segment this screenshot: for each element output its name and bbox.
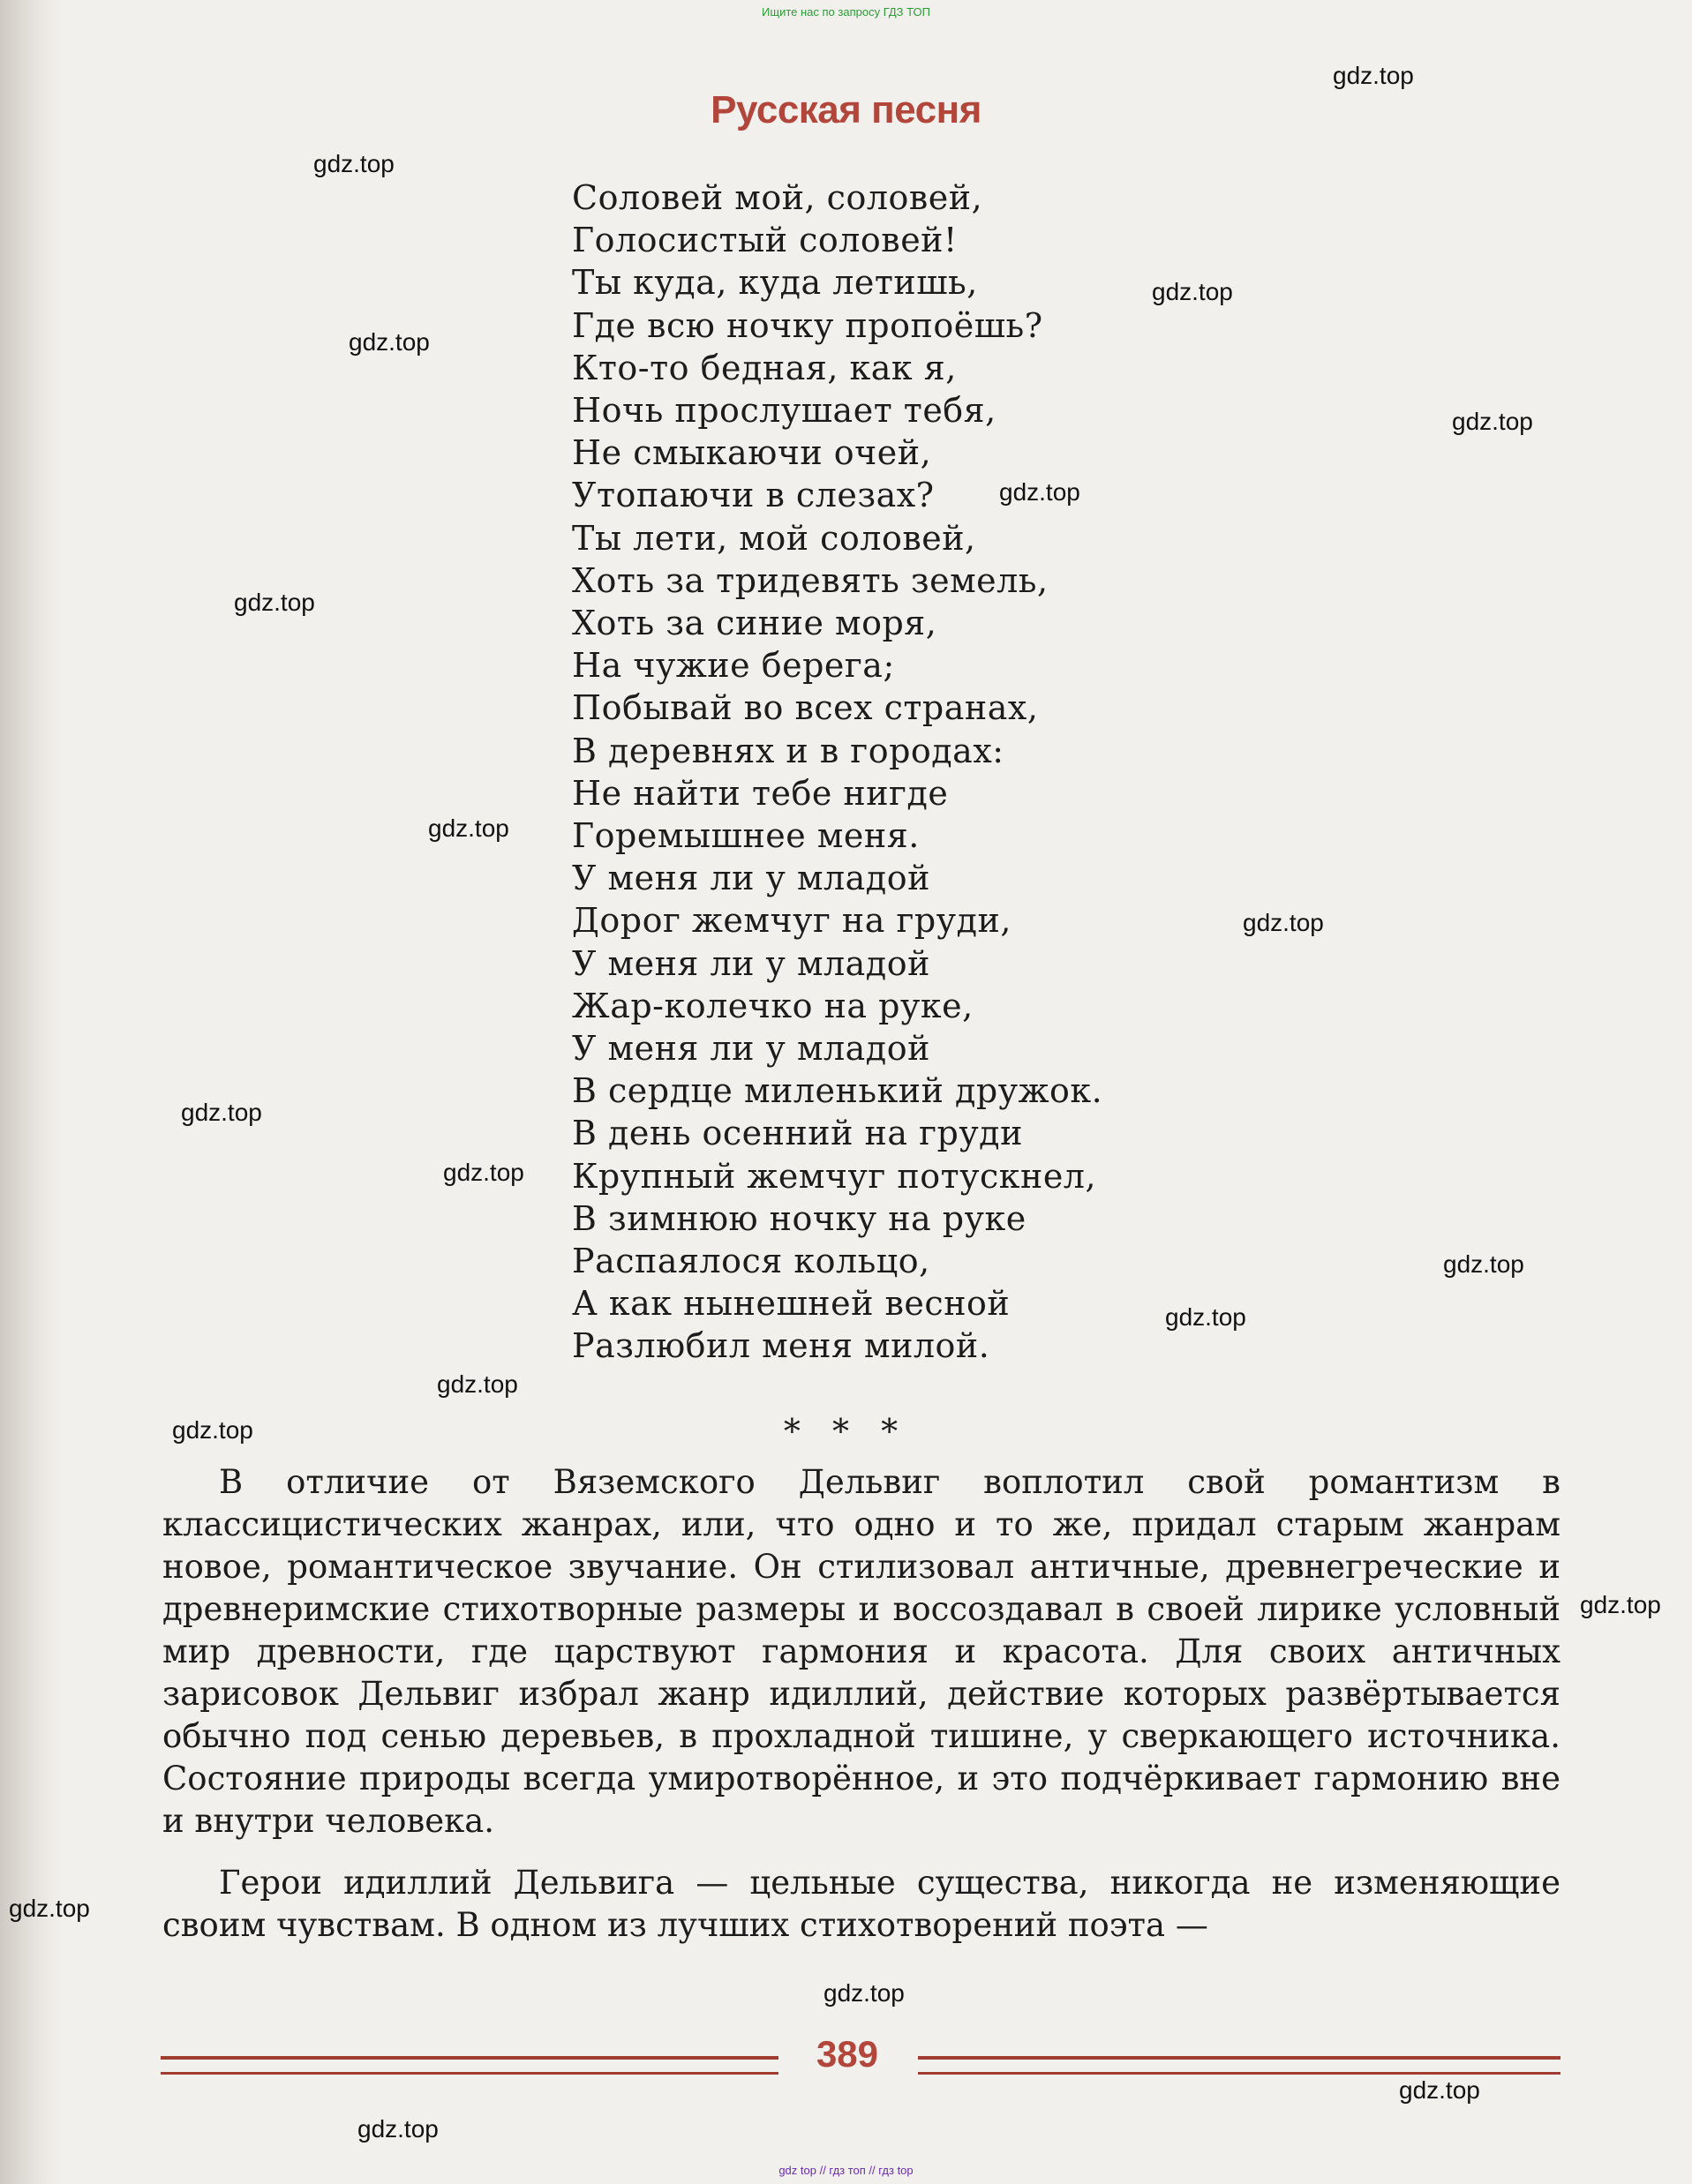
- watermark: gdz.top: [1399, 2076, 1480, 2104]
- watermark: gdz.top: [1243, 909, 1324, 936]
- poem-line: Утопаючи в слезах?: [572, 476, 935, 515]
- poem-line: В деревнях и в городах:: [572, 731, 1004, 770]
- header-note: Ищите нас по запросу ГДЗ ТОП: [762, 5, 930, 19]
- watermark: gdz.top: [437, 1370, 518, 1398]
- poem-line: У меня ли у младой: [572, 943, 930, 983]
- watermark: gdz.top: [428, 814, 509, 842]
- paragraph: В отличие от Вяземского Дельвиг воплотил свой романтизм в классицистических жанрах, или, что одно и то же, придал старым жанрам новое, романтическое звучание. Он стилизовал античные, древнегреческие и древнеримские стихотворные размеры и воссоздавал в своей лирике условный мир древности, где царствуют гармония и красота. Для своих античных зарисовок Дельвиг избрал жанр идиллий, действие которых развёртывается обычно под сенью деревьев, в прохладной тишине, у сверкающего источника. Состояние природы всегда умиротворённое, и это подчёркивает гармонию вне и внутри человека.: [162, 1463, 1560, 1840]
- watermark: gdz.top: [313, 150, 395, 177]
- watermark: gdz.top: [1165, 1303, 1246, 1331]
- watermark: gdz.top: [823, 1979, 905, 2007]
- poem-line: У меня ли у младой: [572, 859, 930, 898]
- poem-title: Русская песня: [711, 88, 981, 131]
- poem-line: В сердце миленький дружок.: [572, 1071, 1103, 1111]
- poem-line: В день осенний на груди: [572, 1114, 1023, 1153]
- poem-line: Дорог жемчуг на груди,: [572, 901, 1011, 941]
- poem-line: Побывай во всех странах,: [572, 688, 1039, 728]
- watermark: gdz.top: [9, 1895, 90, 1922]
- poem-line: Голосистый соловей!: [572, 221, 958, 260]
- poem-line: Не найти тебе нигде: [572, 773, 949, 813]
- prose-block: [162, 1461, 1560, 1947]
- paragraph: Герои идиллий Дельвига — цельные существа, никогда не изменяющие своим чувствам. В одном из лучших стихотворений поэта —: [162, 1864, 1560, 1944]
- footer-rule-right: [918, 2056, 1560, 2075]
- watermark: gdz.top: [443, 1159, 524, 1186]
- poem-line: А как нынешней весной: [572, 1284, 1011, 1324]
- poem-line: На чужие берега;: [572, 646, 895, 686]
- watermark: gdz.top: [999, 478, 1080, 506]
- poem-line: Где всю ночку пропоёшь?: [572, 305, 1043, 345]
- poem-line: Крупный жемчуг потускнел,: [572, 1156, 1097, 1196]
- poem-line: Разлюбил меня милой.: [572, 1326, 990, 1366]
- poem-line: Ты лети, мой соловей,: [572, 518, 976, 558]
- poem-line: Жар-колечко на руке,: [572, 986, 974, 1025]
- poem-line: Ты куда, куда летишь,: [572, 263, 978, 303]
- page-gutter-shadow: [0, 0, 62, 2184]
- footer-rule-left: [161, 2056, 778, 2075]
- watermark: gdz.top: [357, 2115, 439, 2143]
- watermark: gdz.top: [172, 1416, 253, 1444]
- section-separator: * * *: [783, 1412, 909, 1451]
- poem-line: Соловей мой, соловей,: [572, 178, 983, 217]
- poem-line: Горемышнее меня.: [572, 816, 920, 856]
- poem-line: У меня ли у младой: [572, 1029, 930, 1069]
- watermark: gdz.top: [1452, 408, 1533, 435]
- poem-line: Распаялося кольцо,: [572, 1242, 930, 1281]
- poem-line: Ночь прослушает тебя,: [572, 391, 996, 431]
- watermark: gdz.top: [181, 1099, 262, 1126]
- footer-note: gdz top // гдз топ // гдз top: [778, 2164, 914, 2177]
- watermark: gdz.top: [1152, 278, 1233, 305]
- poem-line: Не смыкаючи очей,: [572, 433, 932, 473]
- poem-line: В зимнюю ночку на руке: [572, 1198, 1026, 1238]
- poem-line: Хоть за тридевять земель,: [572, 560, 1049, 600]
- watermark: gdz.top: [234, 589, 315, 616]
- poem-line: Кто-то бедная, как я,: [572, 348, 957, 387]
- watermark: gdz.top: [1333, 62, 1414, 89]
- watermark: gdz.top: [349, 328, 430, 356]
- watermark: gdz.top: [1580, 1591, 1661, 1618]
- poem-block: [572, 176, 1543, 1368]
- watermark: gdz.top: [1443, 1250, 1524, 1278]
- poem-line: Хоть за синие моря,: [572, 604, 937, 643]
- page-number: 389: [816, 2033, 879, 2075]
